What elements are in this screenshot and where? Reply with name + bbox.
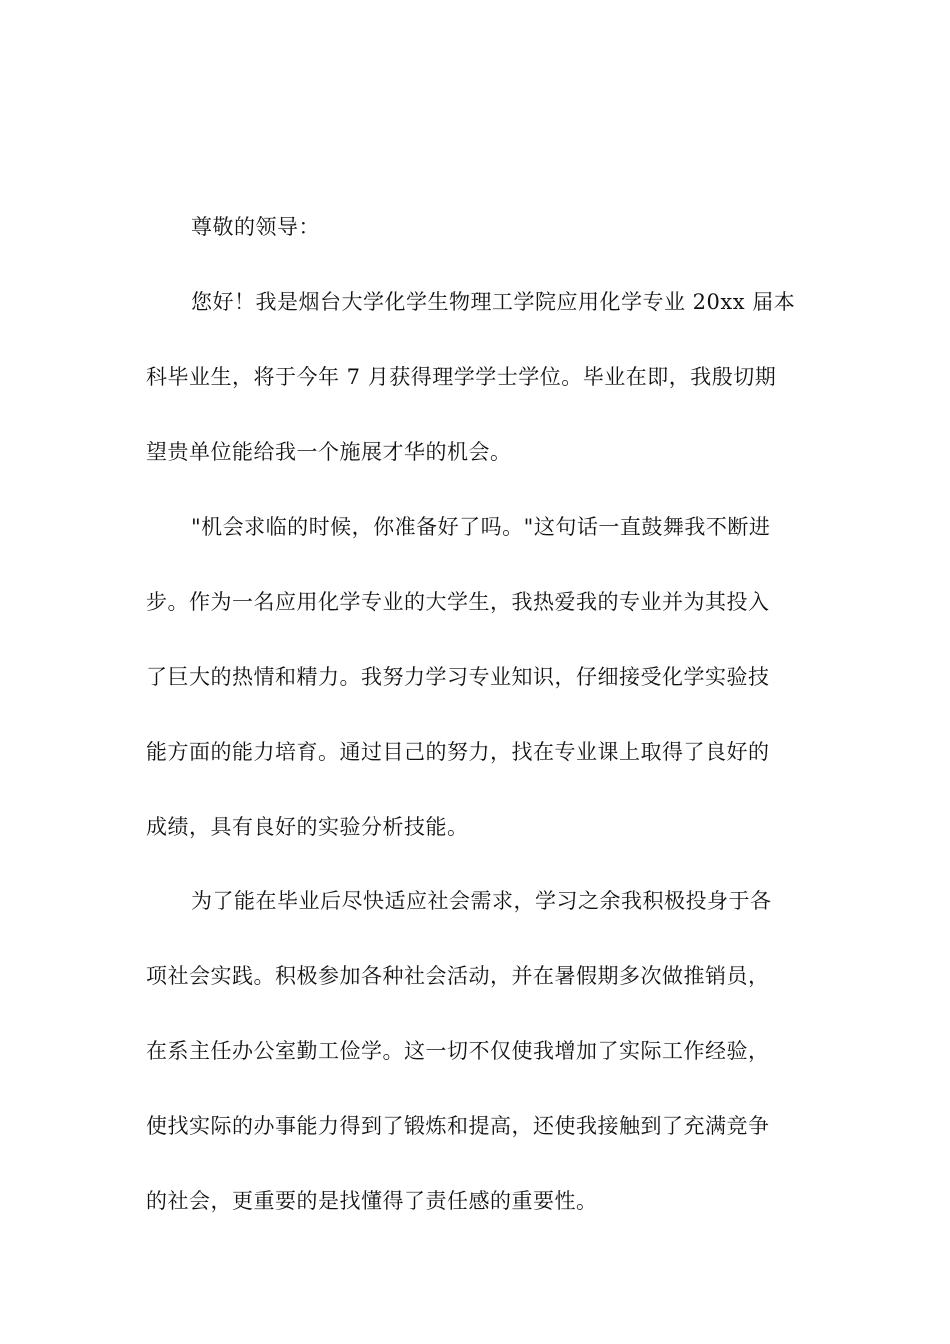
paragraph-2-line-4: 能方面的能力培育。通过目己的努力，找在专业课上取得了良好的 (146, 740, 770, 764)
paragraph-3-line-1: 为了能在毕业后尽快适应社会需求，学习之余我积极投身于各 (191, 889, 772, 913)
paragraph-2-line-1: "机会求临的时候，你准备好了吗。"这句话一直鼓舞我不断进 (191, 515, 771, 539)
paragraph-2-line-2: 步。作为一名应用化学专业的大学生，我热爱我的专业并为其投入 (146, 590, 770, 614)
paragraph-3-line-3: 在系主任办公室勤工俭学。这一切不仅使我增加了实际工作经验， (146, 1039, 770, 1063)
paragraph-3-line-4: 使找实际的办事能力得到了锻炼和提高，还使我接触到了充满竞争 (146, 1114, 770, 1138)
salutation: 尊敬的领导： (191, 215, 320, 239)
paragraph-3-line-5: 的社会，更重要的是找懂得了责任感的重要性。 (146, 1189, 598, 1213)
paragraph-2-line-5: 成绩，具有良好的实验分析技能。 (146, 815, 469, 839)
paragraph-1-line-1: 您好！我是烟台大学化学生物理工学院应用化学专业 20xx 届本 (191, 290, 796, 314)
paragraph-1-line-2: 科毕业生，将于今年 7 月获得理学学士学位。毕业在即，我殷切期 (146, 365, 777, 389)
paragraph-3-line-2: 项社会实践。积极参加各种社会活动，并在暑假期多次做推销员， (146, 964, 770, 988)
paragraph-2-line-3: 了巨大的热情和精力。我努力学习专业知识，仔细接受化学实验技 (146, 665, 770, 689)
paragraph-1-line-3: 望贵单位能给我一个施展才华的机会。 (146, 440, 512, 464)
